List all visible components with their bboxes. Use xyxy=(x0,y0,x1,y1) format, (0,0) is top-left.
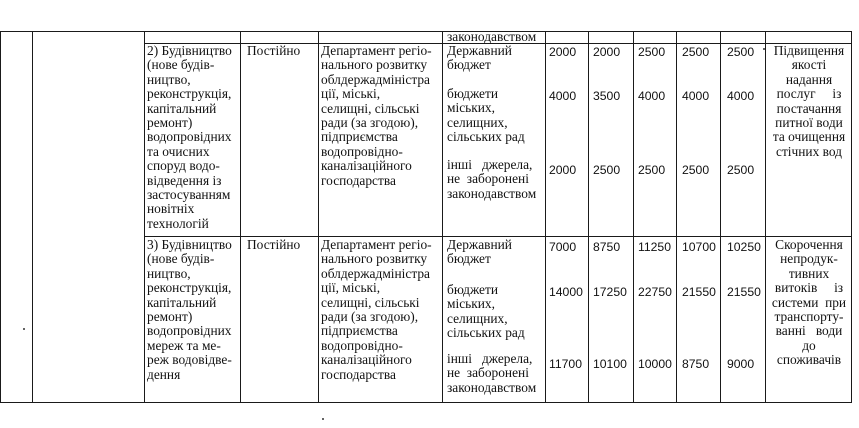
result-line: питної води xyxy=(775,115,843,131)
task-line: (нове будів- xyxy=(147,251,215,267)
column-divider xyxy=(545,31,546,403)
executor-line: нального розвитку xyxy=(321,251,428,267)
source-other xyxy=(447,352,536,395)
column-divider xyxy=(588,31,589,403)
column-divider xyxy=(765,31,766,403)
task-line: ництво, xyxy=(147,265,191,281)
source-line: бюджет xyxy=(447,57,491,73)
executor-line: водопровідно- xyxy=(321,143,403,159)
column-divider xyxy=(32,31,33,403)
source-local-budgets xyxy=(447,283,525,341)
column-divider xyxy=(318,31,319,403)
source-line: сільських рад xyxy=(447,129,525,145)
result-cell xyxy=(770,238,848,368)
column-divider xyxy=(240,31,241,403)
value-cell: 10250 xyxy=(727,240,761,254)
value-cell: 22750 xyxy=(638,285,672,299)
executor-line: водопровідно- xyxy=(321,337,403,353)
value-cell: 2500 xyxy=(638,163,666,177)
table-border-bottom xyxy=(0,402,851,403)
result-line: витоків із xyxy=(774,280,844,296)
executor-line: ради (за згодою), xyxy=(321,309,419,325)
result-cell xyxy=(770,44,848,159)
executor-cell xyxy=(321,44,432,188)
source-line: сільських рад xyxy=(447,325,525,341)
source-state-budget xyxy=(447,44,512,73)
value-cell: 4000 xyxy=(727,89,755,103)
source-line: бюджети xyxy=(447,282,498,297)
task-line: дення xyxy=(147,366,181,382)
task-line: реж водовідве- xyxy=(147,352,232,368)
executor-line: облдержадміністра xyxy=(321,71,430,87)
task-line: водопровідних xyxy=(147,323,232,339)
task-line: 3) Будівництво xyxy=(147,237,232,252)
value-cell: 2500 xyxy=(682,163,710,177)
value-cell: 2000 xyxy=(549,45,577,59)
task-line: ремонт) xyxy=(147,115,193,131)
term-cell: Постійно xyxy=(247,237,301,252)
source-line: інші джерела, xyxy=(447,351,533,366)
value-cell: 7000 xyxy=(549,240,577,254)
task-line: (нове будів- xyxy=(147,57,215,73)
executor-line: господарства xyxy=(321,172,396,188)
result-line: ванні води xyxy=(775,323,843,339)
source-line: інші джерела, xyxy=(447,157,533,172)
task-line: технологій xyxy=(147,215,209,231)
executor-line: підприємства xyxy=(321,129,398,145)
executor-line: ради (за згодою), xyxy=(321,115,419,131)
source-line: міських, xyxy=(447,296,495,312)
value-cell: 14000 xyxy=(549,285,583,299)
task-line: та очисних xyxy=(147,143,210,159)
task-line: реконструкція, xyxy=(147,280,232,296)
source-line: законодавством xyxy=(447,185,537,201)
task-line: відведення із xyxy=(147,172,222,188)
result-line: постачання xyxy=(776,100,842,116)
value-cell: 4000 xyxy=(638,89,666,103)
value-cell: 10100 xyxy=(593,357,627,371)
executor-line: господарства xyxy=(321,366,396,382)
task-line: ництво, xyxy=(147,71,191,87)
value-cell: 21550 xyxy=(682,285,716,299)
result-line: до xyxy=(802,337,816,353)
value-cell: 21550 xyxy=(727,285,761,299)
source-line: селищних, xyxy=(447,310,508,326)
executor-line: Департамент регіо- xyxy=(321,43,432,58)
executor-line: облдержадміністра xyxy=(321,265,430,281)
task-line: 2) Будівництво xyxy=(147,43,232,58)
source-local-budgets xyxy=(447,87,525,145)
value-cell: 4000 xyxy=(682,89,710,103)
value-cell: 10700 xyxy=(682,240,716,254)
value-cell: 2500 xyxy=(593,163,621,177)
task-line: капітальний xyxy=(147,294,217,310)
executor-line: підприємства xyxy=(321,323,398,339)
executor-line: нального розвитку xyxy=(321,57,428,73)
previous-row-fragment: законодавством xyxy=(447,29,537,44)
result-line: та очищення xyxy=(772,129,846,145)
value-cell: 11700 xyxy=(549,357,582,371)
task-line: мереж та ме- xyxy=(147,337,221,353)
value-cell: 10000 xyxy=(638,357,672,371)
value-cell: 8750 xyxy=(593,240,621,254)
value-cell: 2500 xyxy=(727,45,755,59)
source-other xyxy=(447,158,536,201)
source-line: не заборонені xyxy=(447,365,529,381)
task-cell xyxy=(147,238,232,382)
executor-line: каналізаційного xyxy=(321,158,412,174)
column-divider xyxy=(0,31,1,403)
source-line: Державний xyxy=(447,237,512,252)
task-line: ремонт) xyxy=(147,309,193,325)
value-cell: 2500 xyxy=(727,163,755,177)
result-line: якості xyxy=(791,57,827,73)
source-line: бюджет xyxy=(447,251,491,267)
result-line: стічних вод xyxy=(776,143,842,159)
result-line: непродук- xyxy=(780,251,838,267)
value-cell: 8750 xyxy=(682,357,710,371)
column-divider xyxy=(676,31,677,403)
task-cell xyxy=(147,44,232,231)
scan-speck xyxy=(23,328,25,330)
column-divider xyxy=(442,31,443,403)
executor-line: селищні, сільські xyxy=(321,100,420,116)
value-cell: 2500 xyxy=(682,45,710,59)
value-cell: 4000 xyxy=(549,89,577,103)
table-border-top xyxy=(0,31,851,32)
value-cell: 2000 xyxy=(593,45,621,59)
executor-line: каналізаційного xyxy=(321,352,412,368)
task-line: водопровідних xyxy=(147,129,232,145)
column-divider xyxy=(633,31,634,403)
task-line: застосуванням xyxy=(147,187,231,203)
task-line: реконструкція, xyxy=(147,86,232,102)
table-border-right xyxy=(851,31,852,403)
source-line: бюджети xyxy=(447,86,498,101)
executor-line: Департамент регіо- xyxy=(321,237,432,252)
task-line: споруд водо- xyxy=(147,158,220,174)
source-line: міських, xyxy=(447,100,495,116)
scan-speck xyxy=(763,48,765,50)
result-line: споживачів xyxy=(776,352,842,368)
value-cell: 2000 xyxy=(549,163,577,177)
value-cell: 11250 xyxy=(638,240,671,254)
value-cell: 17250 xyxy=(593,285,627,299)
task-line: новітніх xyxy=(147,201,195,217)
result-line: Підвищення xyxy=(773,43,845,58)
executor-line: ції, міські, xyxy=(321,280,381,296)
column-divider xyxy=(144,31,145,403)
result-line: надання xyxy=(785,71,833,87)
scan-speck xyxy=(322,418,324,420)
source-line: селищних, xyxy=(447,114,508,130)
column-divider xyxy=(720,31,721,403)
source-line: Державний xyxy=(447,43,512,58)
result-line: послуг із xyxy=(776,86,842,102)
result-line: системи при xyxy=(771,294,847,310)
executor-line: селищні, сільські xyxy=(321,294,420,310)
executor-line: ції, міські, xyxy=(321,86,381,102)
source-line: законодавством xyxy=(447,379,537,395)
task-line: капітальний xyxy=(147,100,217,116)
executor-cell xyxy=(321,238,432,382)
value-cell: 9000 xyxy=(727,357,755,371)
source-line: не заборонені xyxy=(447,171,529,187)
result-line: тивних xyxy=(788,265,830,281)
term-cell: Постійно xyxy=(247,43,301,58)
result-line: транспорту- xyxy=(774,309,844,325)
value-cell: 2500 xyxy=(638,45,666,59)
result-line: Скорочення xyxy=(775,237,843,252)
source-state-budget xyxy=(447,238,512,267)
value-cell: 3500 xyxy=(593,89,621,103)
